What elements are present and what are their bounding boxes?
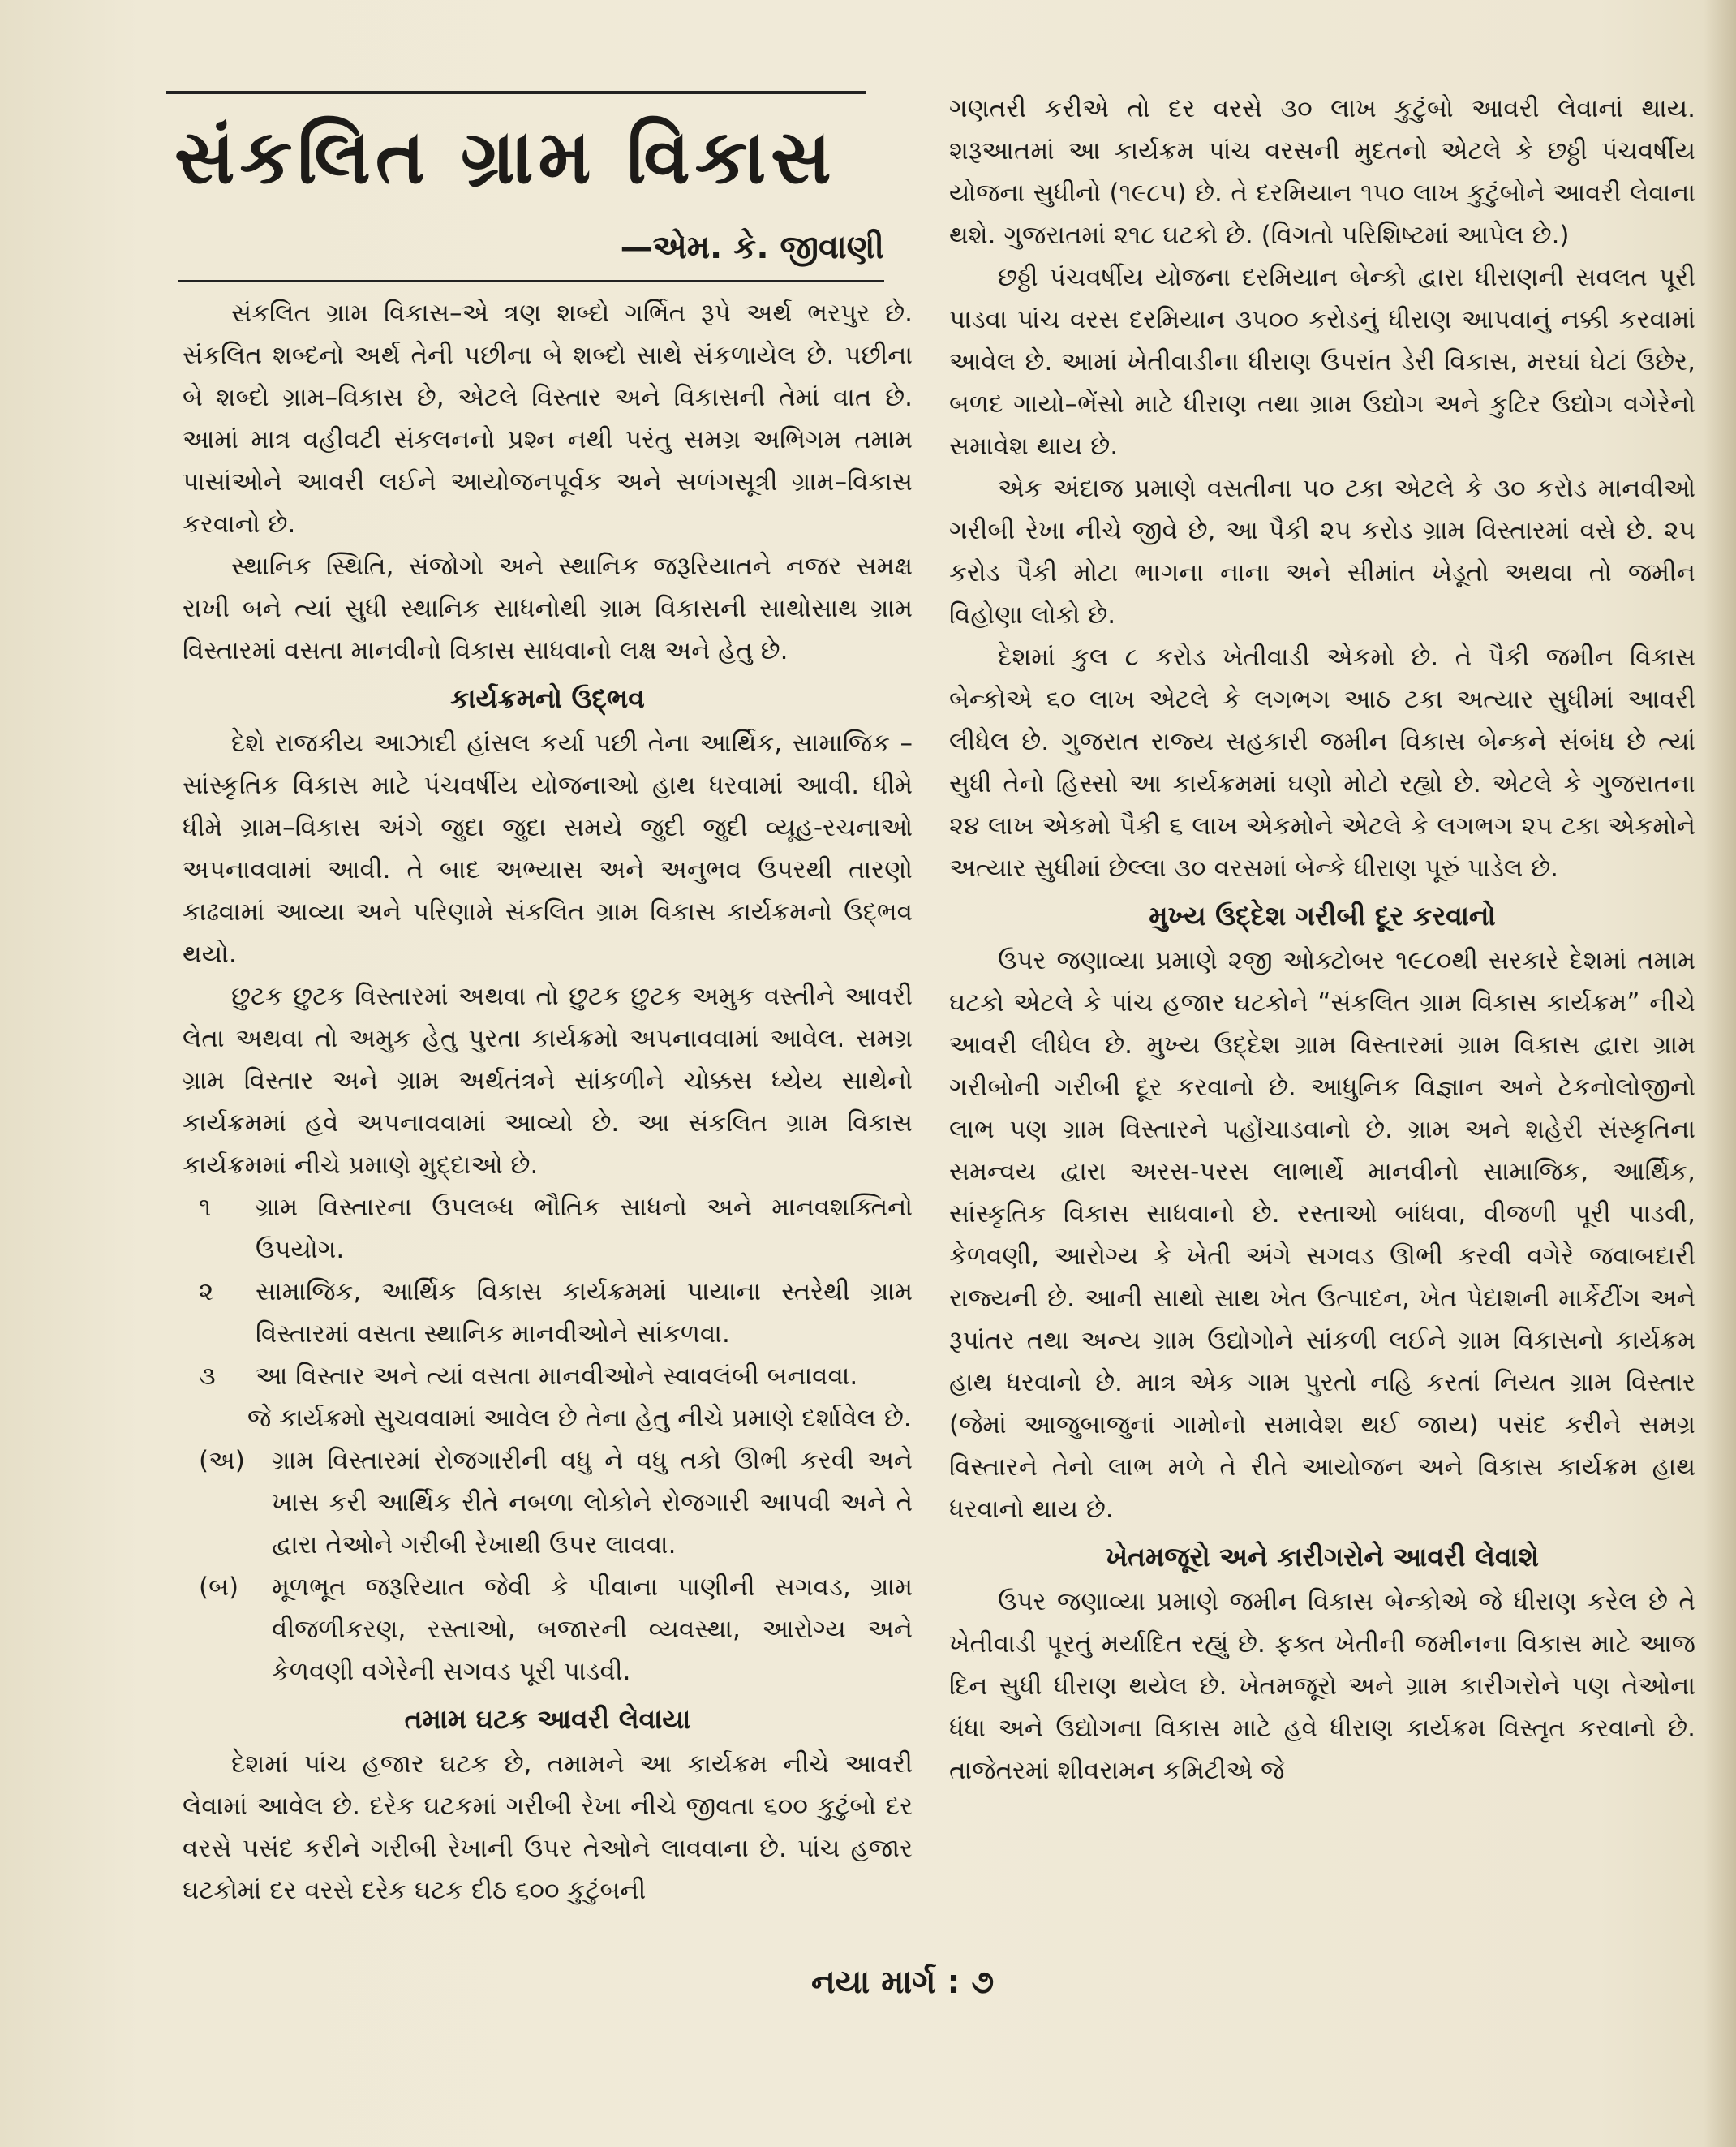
paragraph: દેશમાં પાંચ હજાર ઘટક છે, તમામને આ કાર્યક્રમ નીચે આવરી લેવામાં આવેલ છે. દરેક ઘટકમાં ગરીબી રેખા નીચે જીવતા ૬૦૦ કુટુંબો દર વરસે પસંદ કરીને ગરીબી રેખાની ઉપર તેઓને લાવવાના છે. પાંચ હજાર ઘટકોમાં દર વરસે દરેક ઘટક દીઠ ૬૦૦ કુટુંબની	[183, 1749, 913, 1905]
list-number: (અ)	[199, 1446, 245, 1475]
sub-list-item	[183, 1566, 913, 1693]
list-text: ગ્રામ વિસ્તારમાં રોજગારીની વધુ ને વધુ તકો ઊભી કરવી અને ખાસ કરી આર્થિક રીતે નબળા લોકોને રોજગારી આપવી અને તે દ્વારા તેઓને ગરીબી રેખાથી ઉપર લાવવા.	[272, 1446, 913, 1560]
sub-list-item	[183, 1439, 913, 1566]
section-heading: તમામ ઘટક આવરી લેવાયા	[404, 1703, 691, 1735]
paragraph: ગણતરી કરીએ તો દર વરસે ૩૦ લાખ કુટુંબો આવરી લેવાનાં થાય. શરૂઆતમાં આ કાર્યક્રમ પાંચ વરસની મુદતનો એટલે કે છઠ્ઠી પંચવર્ષીય યોજના સુધીનો (૧૯૮૫) છે. તે દરમિયાન ૧૫૦ લાખ કુટુંબોને આવરી લેવાના થશે. ગુજરાતમાં ૨૧૮ ઘટકો છે. (વિગતો પરિશિષ્ટમાં આપેલ છે.)	[949, 94, 1695, 250]
list-item	[183, 1271, 913, 1355]
top-rule	[166, 91, 866, 94]
paragraph: સંકલિત ગ્રામ વિકાસ–એ ત્રણ શબ્દો ગર્ભિત રૂપે અર્થ ભરપુર છે. સંકલિત શબ્દનો અર્થ તેની પછીના બે શબ્દો સાથે સંકળાયેલ છે. પછીના બે શબ્દો ગ્રામ–વિકાસ છે, એટલે વિસ્તાર અને વિકાસની તેમાં વાત છે. આમાં માત્ર વહીવટી સંકલનનો પ્રશ્ન નથી પરંતુ સમગ્ર અભિગમ તમામ પાસાંઓને આવરી લઈને આયોજનપૂર્વક અને સળંગસૂત્રી ગ્રામ–વિકાસ કરવાનો છે.	[183, 299, 913, 539]
list-number: (બ)	[199, 1573, 239, 1602]
list-text: આ વિસ્તાર અને ત્યાં વસતા માનવીઓને સ્વાવલંબી બનાવવા.	[256, 1362, 858, 1391]
list-number: ૧	[199, 1193, 212, 1222]
paragraph: દેશે રાજકીય આઝાદી હાંસલ કર્યા પછી તેના આર્થિક, સામાજિક –સાંસ્કૃતિક વિકાસ માટે પંચવર્ષીય યોજનાઓ હાથ ધરવામાં આવી. ધીમે ધીમે ગ્રામ–વિકાસ અંગે જુદા જુદા સમયે જુદી જુદી વ્યૂહ-રચનાઓ અપનાવવામાં આવી. તે બાદ અભ્યાસ અને અનુભવ ઉપરથી તારણો કાઢવામાં આવ્યા અને પરિણામે સંકલિત ગ્રામ વિકાસ કાર્યક્રમનો ઉદ્‌ભવ થયો.	[183, 729, 913, 969]
list-number: ૩	[199, 1362, 216, 1391]
author-rule	[178, 280, 884, 282]
paragraph: દેશમાં કુલ ૮ કરોડ ખેતીવાડી એકમો છે. તે પૈકી જમીન વિકાસ બેન્કોએ ૬૦ લાખ એટલે કે લગભગ આઠ ટકા અત્યાર સુધીમાં આવરી લીધેલ છે. ગુજરાત રાજ્ય સહકારી જમીન વિકાસ બેન્કને સંબંધ છે ત્યાં સુધી તેનો હિસ્સો આ કાર્યક્રમમાં ઘણો મોટો રહ્યો છે. એટલે કે ગુજરાતના ૨૪ લાખ એકમો પૈકી ૬ લાખ એકમોને એટલે કે લગભગ ૨૫ ટકા એકમોને અત્યાર સુધીમાં છેલ્લા ૩૦ વરસમાં બેન્કે ધીરાણ પૂરું પાડેલ છે.	[949, 643, 1695, 883]
section-heading: ખેતમજૂરો અને કારીગરોને આવરી લેવાશે	[1105, 1541, 1540, 1573]
article-author: —એમ. કે. જીવાણી	[620, 229, 884, 266]
paragraph: ઉપર જણાવ્યા પ્રમાણે ૨જી ઓક્ટોબર ૧૯૮૦થી સરકારે દેશમાં તમામ ઘટકો એટલે કે પાંચ હજાર ઘટકોને “સંકલિત ગ્રામ વિકાસ કાર્યક્રમ” નીચે આવરી લીધેલ છે. મુખ્ય ઉદ્દેશ ગ્રામ વિસ્તારમાં ગ્રામ વિકાસ દ્વારા ગ્રામ ગરીબોની ગરીબી દૂર કરવાનો છે. આધુનિક વિજ્ઞાન અને ટેકનોલોજીનો લાભ પણ ગ્રામ વિસ્તારને પહોંચાડવાનો છે. ગ્રામ અને શહેરી સંસ્કૃતિના સમન્વય દ્વારા અરસ-પરસ લાભાર્થે માનવીનો સામાજિક, આર્થિક, સાંસ્કૃતિક વિકાસ સાધવાનો છે. રસ્તાઓ બાંધવા, વીજળી પૂરી પાડવી, કેળવણી, આરોગ્ય કે ખેતી અંગે સગવડ ઊભી કરવી વગેરે જવાબદારી રાજ્યની છે. આની સાથો સાથ ખેત ઉત્પાદન, ખેત પેદાશની માર્કેટીંગ અને રૂપાંતર તથા અન્ય ગ્રામ ઉદ્યોગોને સાંકળી લઈને ગ્રામ વિકાસનો કાર્યક્રમ હાથ ધરવાનો છે. માત્ર એક ગામ પુરતો નહિ કરતાં નિયત ગ્રામ વિસ્તાર (જેમાં આજુબાજુનાં ગામોનો સમાવેશ થઈ જાય) પસંદ કરીને સમગ્ર વિસ્તારને તેનો લાભ મળે તે રીતે આયોજન અને વિકાસ કાર્યક્રમ હાથ ધરવાનો થાય છે.	[949, 946, 1695, 1524]
article-title: સંકલિત ગ્રામ વિકાસ	[174, 114, 836, 200]
list-item	[183, 1355, 913, 1397]
paragraph: ઉપર જણાવ્યા પ્રમાણે જમીન વિકાસ બેન્કોએ જે ધીરાણ કરેલ છે તે ખેતીવાડી પૂરતું મર્યાદિત રહ્યું છે. ફક્ત ખેતીની જમીનના વિકાસ માટે આજ દિન સુધી ધીરાણ થયેલ છે. ખેતમજૂરો અને ગ્રામ કારીગરોને પણ તેઓના ધંધા અને ઉદ્યોગના વિકાસ માટે હવે ધીરાણ કાર્યક્રમ વિસ્તૃત કરવાનો છે. તાજેતરમાં શીવરામન કમિટીએ જે	[949, 1587, 1695, 1785]
page-edge-shadow	[1704, 0, 1736, 2147]
paragraph: છુટક છુટક વિસ્તારમાં અથવા તો છુટક છુટક અમુક વસ્તીને આવરી લેતા અથવા તો અમુક હેતુ પુરતા કાર્યક્રમો અપનાવવામાં આવેલ. સમગ્ર ગ્રામ વિસ્તાર અને ગ્રામ અર્થતંત્રને સાંકળીને ચોક્કસ ધ્યેય સાથેનો કાર્યક્રમમાં હવે અપનાવવામાં આવ્યો છે. આ સંકલિત ગ્રામ વિકાસ કાર્યક્રમમાં નીચે પ્રમાણે મુદ્દાઓ છે.	[183, 982, 913, 1180]
right-column	[949, 88, 1695, 1792]
paragraph: એક અંદાજ પ્રમાણે વસતીના ૫૦ ટકા એટલે કે ૩૦ કરોડ માનવીઓ ગરીબી રેખા નીચે જીવે છે, આ પૈકી ૨૫ કરોડ ગ્રામ વિસ્તારમાં વસે છે. ૨૫ કરોડ પૈકી મોટા ભાગના નાના અને સીમાંત ખેડૂતો અથવા તો જમીન વિહોણા લોકો છે.	[949, 474, 1695, 630]
list-item	[183, 1186, 913, 1271]
list-text: મૂળભૂત જરૂરિયાત જેવી કે પીવાના પાણીની સગવડ, ગ્રામ વીજળીકરણ, રસ્તાઓ, બજારની વ્યવસ્થા, આરોગ્ય અને કેળવણી વગેરેની સગવડ પૂરી પાડવી.	[272, 1573, 913, 1686]
list-text: સામાજિક, આર્થિક વિકાસ કાર્યક્રમમાં પાયાના સ્તરેથી ગ્રામ વિસ્તારમાં વસતા સ્થાનિક માનવીઓને સાંકળવા.	[256, 1277, 913, 1349]
list-number: ૨	[199, 1277, 214, 1306]
left-column	[183, 292, 913, 1912]
paragraph: જે કાર્યક્રમો સુચવવામાં આવેલ છે તેના હેતુ નીચે પ્રમાણે દર્શાવેલ છે.	[247, 1404, 912, 1433]
paragraph: સ્થાનિક સ્થિતિ, સંજોગો અને સ્થાનિક જરૂરિયાતને નજર સમક્ષ રાખી બને ત્યાં સુધી સ્થાનિક સાધનોથી ગ્રામ વિકાસની સાથોસાથ ગ્રામ વિસ્તારમાં વસતા માનવીનો વિકાસ સાધવાનો લક્ષ અને હેતુ છે.	[183, 552, 913, 665]
page-footer: નયા માર્ગ : ૭	[811, 1964, 995, 2001]
section-heading: મુખ્ય ઉદ્દેશ ગરીબી દૂર કરવાનો	[1149, 900, 1496, 932]
section-heading: કાર્યક્રમનો ઉદ્‌ભવ	[450, 682, 645, 714]
list-text: ગ્રામ વિસ્તારના ઉપલબ્ધ ભૌતિક સાધનો અને માનવશક્તિનો ઉપયોગ.	[256, 1193, 913, 1264]
paragraph: છઠ્ઠી પંચવર્ષીય યોજના દરમિયાન બેન્કો દ્વારા ધીરાણની સવલત પૂરી પાડવા પાંચ વરસ દરમિયાન ૩૫૦૦ કરોડનું ધીરાણ આપવાનું નક્કી કરવામાં આવેલ છે. આમાં ખેતીવાડીના ધીરાણ ઉપરાંત ડેરી વિકાસ, મરઘાં ઘેટાં ઉછેર, બળદ ગાયો–ભેંસો માટે ધીરાણ તથા ગ્રામ ઉદ્યોગ અને કુટિર ઉદ્યોગ વગેરેનો સમાવેશ થાય છે.	[949, 263, 1695, 461]
